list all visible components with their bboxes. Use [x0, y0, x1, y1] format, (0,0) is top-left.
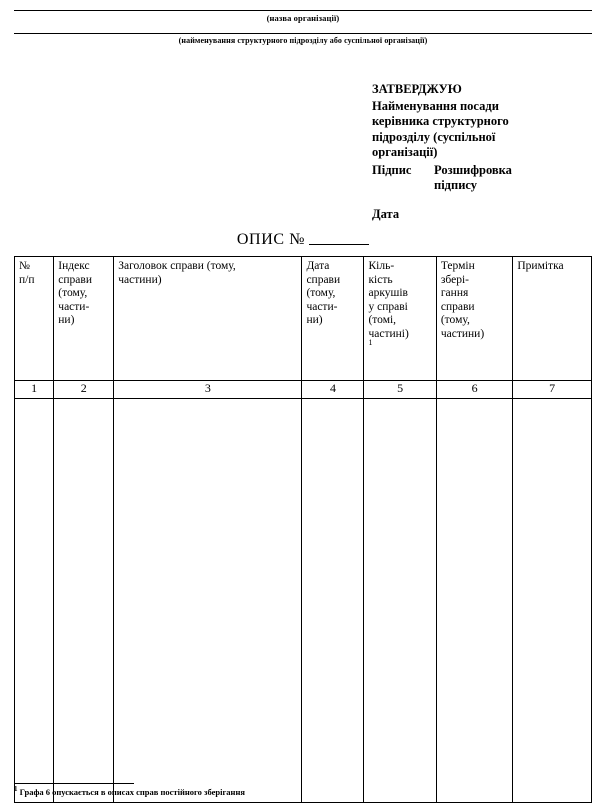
column-number-3: 3	[114, 381, 302, 399]
footnote-rule	[14, 783, 134, 784]
column-header-date-line-1: Дата	[306, 260, 330, 272]
approval-position-line-3: підрозділу (суспільної	[372, 129, 496, 144]
column-header-index-line-5: ни)	[58, 314, 75, 326]
column-header-sheets	[364, 257, 436, 381]
column-header-date	[302, 257, 364, 381]
column-header-date-line-4: части-	[306, 300, 338, 313]
column-header-sheets-line-4: у справі	[368, 300, 408, 313]
column-header-retention-line-3: гання	[440, 287, 469, 299]
column-header-number-line-2: п/п	[19, 273, 35, 286]
cell-number[interactable]	[15, 399, 54, 803]
approval-signature-decode: Розшифровка	[434, 162, 512, 177]
column-header-sheets-line-6	[368, 328, 431, 342]
column-header-sheets-line-1: Кіль-	[368, 260, 395, 272]
column-header-date-line-3: (тому,	[306, 287, 336, 299]
approval-signature-label: Підпис	[372, 162, 412, 177]
column-header-title	[114, 257, 302, 381]
table-number-row	[15, 381, 592, 399]
column-header-number-line-1: №	[19, 260, 30, 272]
column-header-sheets-line-5: (томі,	[368, 314, 397, 326]
column-header-title-line-2: частини)	[118, 273, 162, 286]
page-title	[0, 231, 606, 249]
column-header-retention-line-4: справи	[440, 300, 475, 313]
approval-block	[372, 82, 594, 222]
column-header-date-line-5: ни)	[306, 314, 323, 326]
column-header-retention-line-2: зберi-	[440, 273, 469, 286]
cell-note[interactable]	[513, 399, 592, 803]
cell-retention[interactable]	[436, 399, 513, 803]
column-header-retention	[436, 257, 513, 381]
approval-signature-row	[372, 163, 594, 179]
column-number-6: 6	[436, 381, 513, 399]
column-header-index	[54, 257, 114, 381]
subdivision-rule	[14, 33, 592, 34]
column-header-note-line-1: Примітка	[517, 260, 564, 272]
column-header-title-line-1: Заголовок справи (тому,	[118, 260, 236, 272]
page-title-text: ОПИС №	[236, 231, 306, 248]
approval-date-label: Дата	[372, 206, 400, 221]
approval-position-line-2: керівника структурного	[372, 114, 509, 128]
column-header-retention-line-5: (тому,	[440, 314, 470, 326]
table-row	[15, 399, 592, 803]
column-header-index-line-2: справи	[58, 273, 92, 286]
table-header-row	[15, 257, 592, 381]
cell-sheets[interactable]	[364, 399, 436, 803]
column-header-sheets-footnote-marker: 1	[368, 338, 373, 348]
cell-index[interactable]	[54, 399, 114, 803]
footnote-body: Графа 6 опускається в описах справ постійного зберігання	[19, 787, 245, 797]
column-header-sheets-line-2: кість	[368, 273, 393, 286]
description-number-blank[interactable]	[309, 231, 369, 245]
organization-header	[14, 10, 592, 55]
column-header-index-line-3: (тому,	[58, 287, 88, 299]
column-header-index-line-4: части-	[58, 300, 90, 313]
column-number-1: 1	[15, 381, 54, 399]
cell-date[interactable]	[302, 399, 364, 803]
column-number-2: 2	[54, 381, 114, 399]
column-header-sheets-line-3: аркушів	[368, 287, 408, 299]
column-header-date-line-2: справи	[306, 273, 341, 286]
column-header-retention-line-1: Термін	[440, 260, 475, 272]
approval-title: ЗАТВЕРДЖУЮ	[372, 82, 462, 96]
organization-rule	[14, 10, 592, 11]
column-header-note	[513, 257, 592, 381]
approval-position-line-1: Найменування посади	[372, 98, 499, 113]
column-header-retention-line-6: частини)	[440, 327, 485, 340]
column-number-5: 5	[364, 381, 436, 399]
subdivision-caption: (найменування структурного підрозділу або суспільної організації)	[178, 36, 428, 45]
column-header-index-line-1: Індекс	[58, 260, 90, 272]
cell-title[interactable]	[114, 399, 302, 803]
column-number-4: 4	[302, 381, 364, 399]
footnote-marker: 1	[14, 785, 18, 794]
approval-signature-decode-2: підпису	[434, 178, 478, 192]
approval-position-line-4: організації)	[372, 145, 438, 159]
column-number-7: 7	[513, 381, 592, 399]
column-header-number	[15, 257, 54, 381]
organization-caption: (назва організації)	[266, 13, 340, 23]
column-header-sheets-line-6-text: частині)	[368, 327, 409, 340]
footnote-text	[14, 787, 314, 798]
footnote	[14, 783, 314, 798]
inventory-table	[14, 256, 592, 803]
